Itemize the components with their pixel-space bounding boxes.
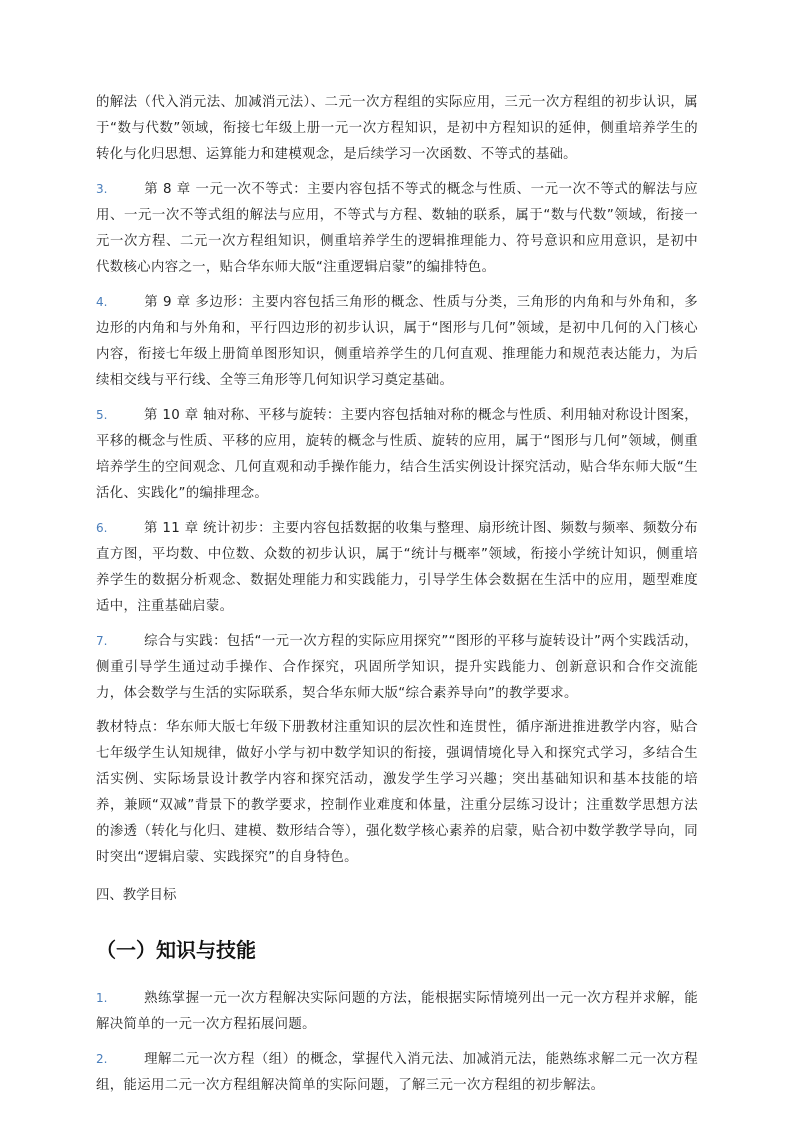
- list-item-practice: [96, 628, 698, 707]
- list-item-chapter-10: [96, 402, 698, 507]
- heading-knowledge-skills: （一）知识与技能: [96, 938, 256, 962]
- list-item-text: 第 9 章 多边形：主要内容包括三角形的概念、性质与分类，三角形的内角和与外角和，多边形的内角和与外角和，平行四边形的初步认识，属于“图形与几何”领域，是初中几何的入门核心内容，衔接七年级上册简单图形知识，侧重培养学生的几何直观、推理能力和规范表达能力，为后续相交线与平行线、全等三角形等几何知识学习奠定基础。: [96, 295, 698, 388]
- list-number: 7.: [96, 634, 108, 648]
- list-number: 2.: [96, 1052, 108, 1066]
- goal-item-2: [96, 1046, 698, 1099]
- list-number: 1.: [96, 991, 108, 1005]
- list-item-text: 第 11 章 统计初步：主要内容包括数据的收集与整理、扇形统计图、频数与频率、频数分布直方图，平均数、中位数、众数的初步认识，属于“统计与概率”领域，衔接小学统计知识，侧重培养学生的数据分析观念、数据处理能力和实践能力，引导学生体会数据在生活中的应用，题型难度适中，注重基础启蒙。: [96, 521, 698, 614]
- goal-text: 理解二元一次方程（组）的概念，掌握代入消元法、加减消元法，能熟练求解二元一次方程组，能运用二元一次方程组解决简单的实际问题，了解三元一次方程组的初步解法。: [96, 1052, 698, 1093]
- list-item-chapter-9: [96, 289, 698, 394]
- goal-text: 熟练掌握一元一次方程解决实际问题的方法，能根据实际情境列出一元一次方程并求解，能解决简单的一元一次方程拓展问题。: [96, 991, 698, 1032]
- list-item-chapter-11: [96, 515, 698, 620]
- list-number: 3.: [96, 182, 108, 196]
- goal-item-1: [96, 985, 698, 1038]
- list-item-text: 第 10 章 轴对称、平移与旋转：主要内容包括轴对称的概念与性质、利用轴对称设计图案，平移的概念与性质、平移的应用，旋转的概念与性质、旋转的应用，属于“图形与几何”领域，侧重培养学生的空间观念、几何直观和动手操作能力，结合生活实例设计探究活动，贴合华东师大版“生活化、实践化”的编排理念。: [96, 408, 698, 501]
- list-number: 6.: [96, 521, 108, 535]
- list-item-chapter-8: [96, 176, 698, 281]
- features-paragraph: 教材特点：华东师大版七年级下册教材注重知识的层次性和连贯性，循序渐进推进教学内容，贴合七年级学生认知规律，做好小学与初中数学知识的衔接，强调情境化导入和探究式学习，多结合生活实例、实际场景设计教学内容和探究活动，激发学生学习兴趣；突出基础知识和基本技能的培养，兼顾“双减”背景下的教学要求，控制作业难度和体量，注重分层练习设计；注重数学思想方法的渗透（转化与化归、建模、数形结合等），强化数学核心素养的启蒙，贴合初中数学教学导向，同时突出“逻辑启蒙、实践探究”的自身特色。: [96, 720, 698, 865]
- list-item-text: 综合与实践：包括“一元一次方程的实际应用探究”“图形的平移与旋转设计”两个实践活动，侧重引导学生通过动手操作、合作探究，巩固所学知识，提升实践能力、创新意识和合作交流能力，体会数学与生活的实际联系，契合华东师大版“综合素养导向”的教学要求。: [96, 634, 698, 701]
- intro-paragraph: 的解法（代入消元法、加减消元法）、二元一次方程组的实际应用，三元一次方程组的初步认识，属于“数与代数”领域，衔接七年级上册一元一次方程知识，是初中方程知识的延伸，侧重培养学生的转化与化归思想、运算能力和建模观念，是后续学习一次函数、不等式的基础。: [96, 95, 698, 162]
- list-number: 4.: [96, 295, 108, 309]
- list-number: 5.: [96, 408, 108, 422]
- section-title: 四、教学目标: [96, 888, 177, 903]
- list-item-text: 第 8 章 一元一次不等式：主要内容包括不等式的概念与性质、一元一次不等式的解法与应用、一元一次不等式组的解法与应用，不等式与方程、数轴的联系，属于“数与代数”领域，衔接一元一次方程、二元一次方程组知识，侧重培养学生的逻辑推理能力、符号意识和应用意识，是初中代数核心内容之一，贴合华东师大版“注重逻辑启蒙”的编排特色。: [96, 182, 698, 275]
